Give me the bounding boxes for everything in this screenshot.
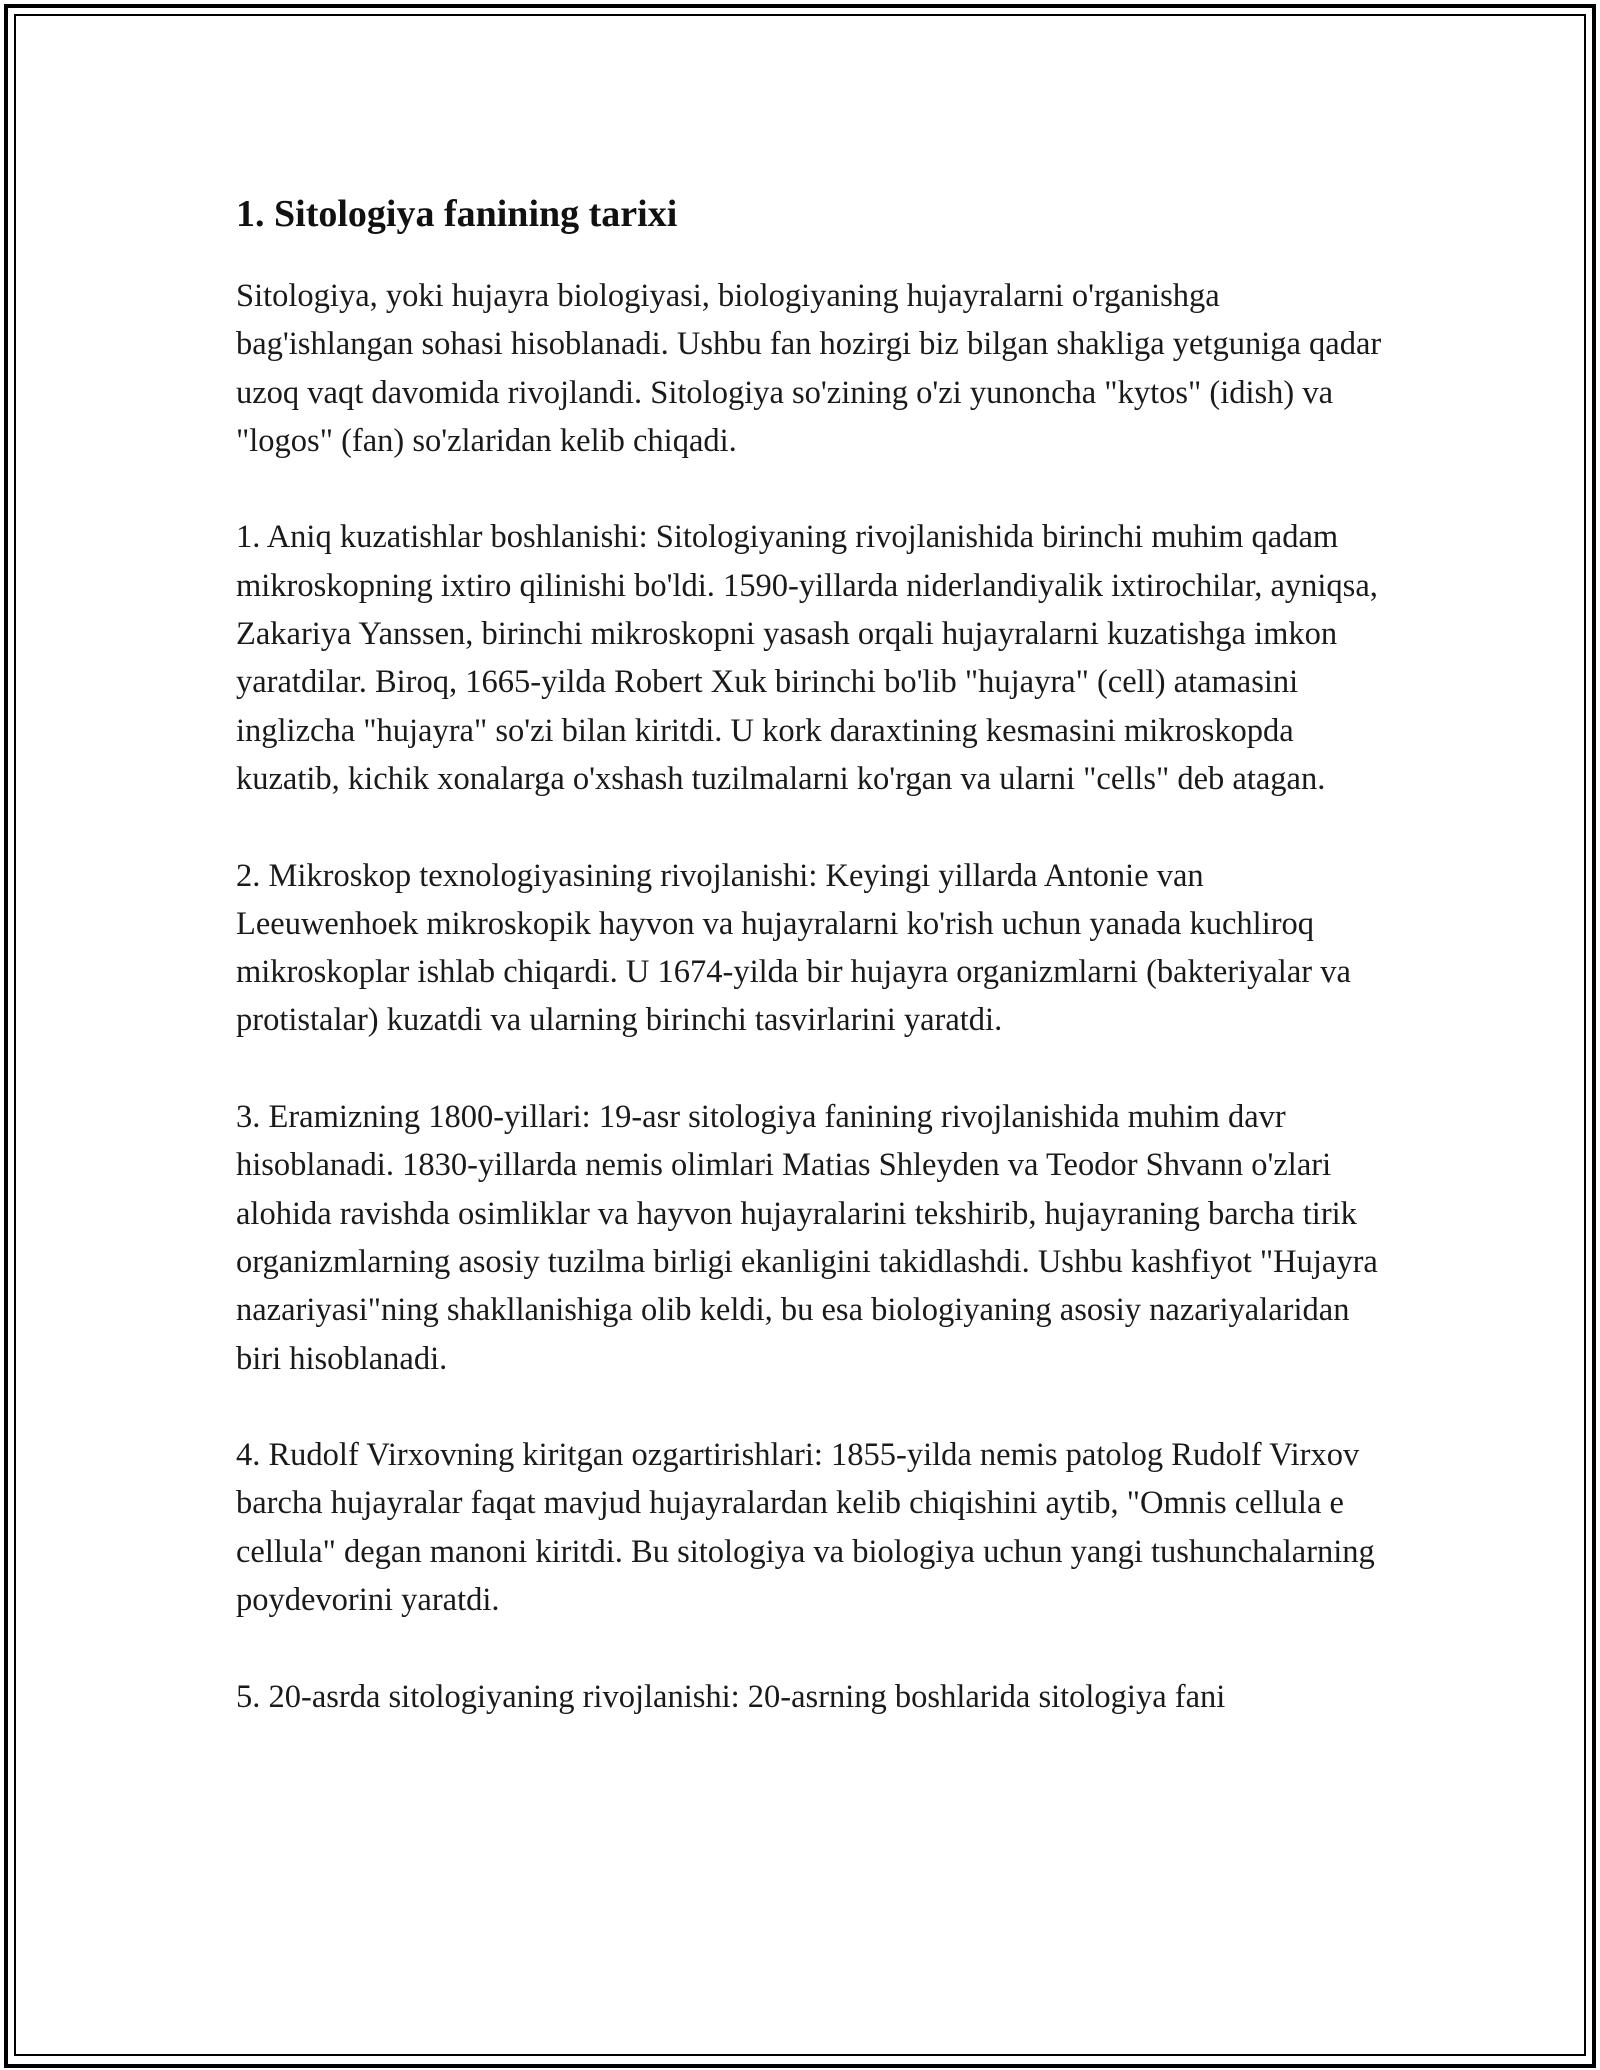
paragraph-1800s: 3. Eramizning 1800-yillari: 19-asr sitologiya fanining rivojlanishida muhim davr hisoblanadi. 1830-yillarda nemis olimlari Matias Shleyden va Teodor Shvann o'zlari alohida ravishda osimliklar va hayvon hujayralarini tekshirib, hujayraning barcha tirik organizmlarning asosiy tuzilma birligi ekanligini takidlashdi. Ushbu kashfiyot "Hujayra nazariyasi"ning shakllanishiga olib keldi, bu esa biologiyaning asosiy nazariyalaridan biri hisoblanadi. [236,1099,1378,1377]
paragraph-observations: 1. Aniq kuzatishlar boshlanishi: Sitologiyaning rivojlanishida birinchi muhim qadam mikroskopning ixtiro qilinishi bo'ldi. 1590-yillarda niderlandiyalik ixtirochilar, ayniqsa, Zakariya Yanssen, birinchi mikroskopni yasash orqali hujayralarni kuzatishga imkon yaratdilar. Biroq, 1665-yilda Robert Xuk birinchi bo'lib "hujayra" (cell) atamasini inglizcha "hujayra" so'zi bilan kiritdi. U kork daraxtining kesmasini mikroskopda kuzatib, kichik xonalarga o'xshash tuzilmalarni ko'rgan va ularni "cells" deb atagan. [236,519,1378,797]
section-heading: 1. Sitologiya fanining tarixi [236,193,678,235]
paragraph-microscope-tech: 2. Mikroskop texnologiyasining rivojlanishi: Keyingi yillarda Antonie van Leeuwenhoek mikroskopik hayvon va hujayralarni ko'rish uchun yanada kuchliroq mikroskoplar ishlab chiqardi. U 1674-yilda bir hujayra organizmlarni (bakteriyalar va protistalar) kuzatdi va ularning birinchi tasvirlarini yaratdi. [236,857,1351,1039]
paragraph-20th-century: 5. 20-asrda sitologiyaning rivojlanishi: 20-asrning boshlarida sitologiya fani [236,1678,1226,1715]
intro-paragraph: Sitologiya, yoki hujayra biologiyasi, biologiyaning hujayralarni o'rganishga bag'ishlangan sohasi hisoblanadi. Ushbu fan hozirgi biz bilgan shakliga yetguniga qadar uzoq vaqt davomida rivojlandi. Sitologiya so'zining o'zi yunoncha "kytos" (idish) va "logos" (fan) so'zlaridan kelib chiqadi. [236,278,1382,459]
document-body [236,186,1386,1769]
paragraph-virchow: 4. Rudolf Virxovning kiritgan ozgartirishlari: 1855-yilda nemis patolog Rudolf Virxov barcha hujayralar faqat mavjud hujayralardan kelib chiqishini aytib, "Omnis cellula e cellula" degan manoni kiritdi. Bu sitologiya va biologiya uchun yangi tushunchalarning poydevorini yaratdi. [236,1437,1375,1619]
